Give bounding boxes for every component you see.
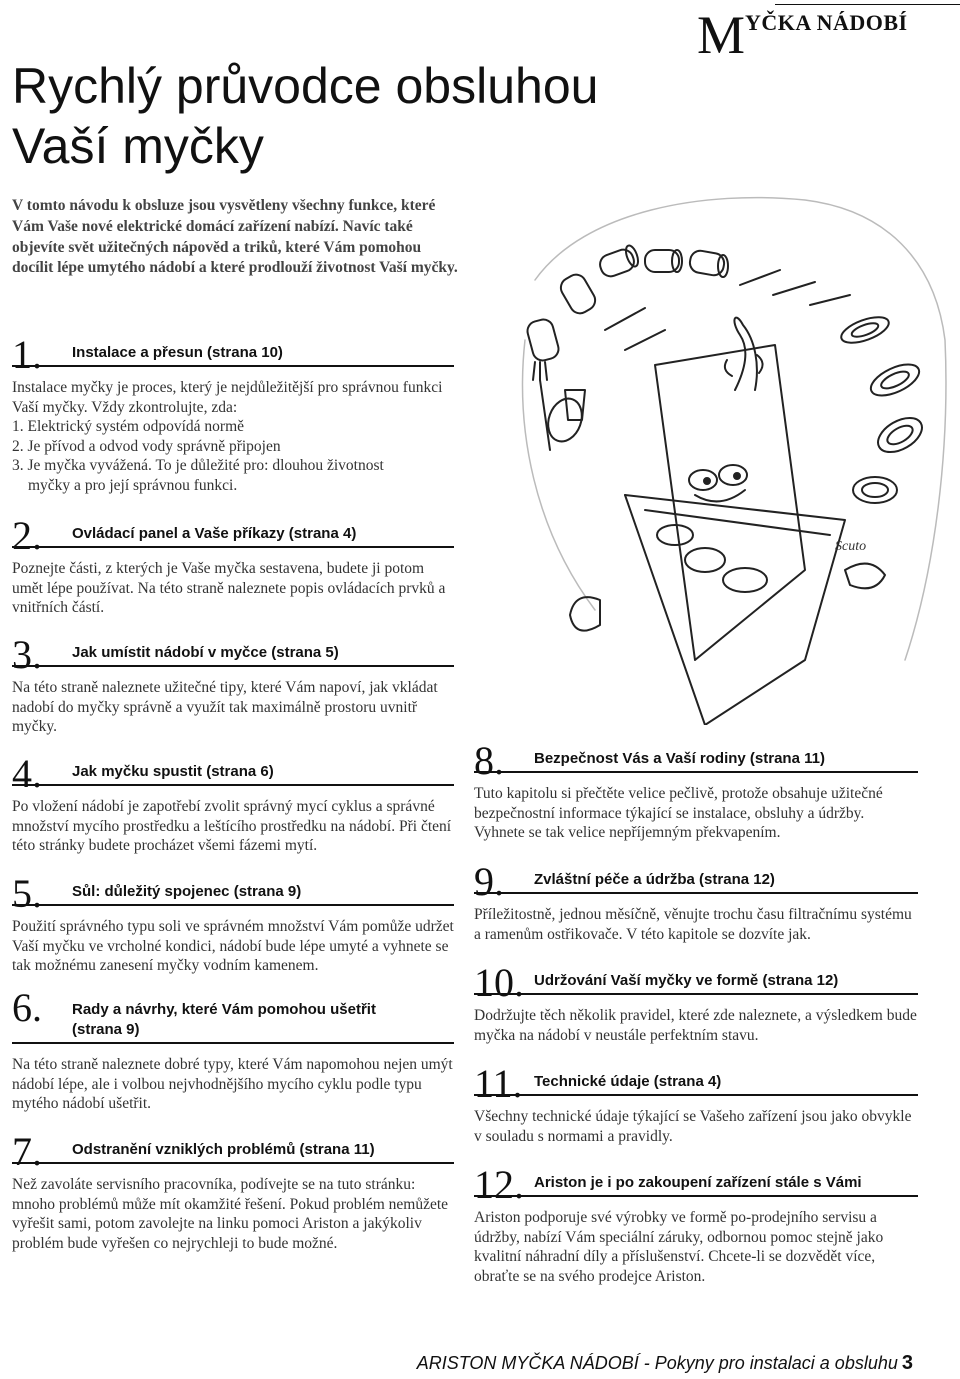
section-number: 8. — [474, 738, 504, 783]
section-list-item-cont: myčky a pro její správnou funkci. — [28, 476, 238, 494]
section-title: Zvláštní péče a údržba (strana 12) — [534, 871, 775, 888]
section-header — [474, 854, 918, 904]
footer-text: ARISTON MYČKA NÁDOBÍ - Pokyny pro instalaci a obsluhu — [416, 1353, 898, 1373]
section-title: Jak umístit nádobí v myčce (strana 5) — [72, 644, 339, 661]
section-number: 12. — [474, 1162, 524, 1207]
intro-paragraph: V tomto návodu k obsluze jsou vysvětleny všechny funkce, které Vám Vaše nové elektrické domácí zařízení nabízí. Navíc také objevíte svět užitečných nápověd a triků, které Vám pomohou docílit lépe umytého nádobí a které prodlouží životnost Vaší myčky. — [12, 197, 458, 277]
flying-cups — [525, 244, 728, 363]
section-list-item: 2. Je přívod a odvod vody správně připojen — [12, 437, 281, 455]
section-header — [12, 866, 454, 916]
section-title: Sůl: důležitý spojenec (strana 9) — [72, 883, 302, 900]
section-header — [12, 627, 454, 677]
section-number: 4. — [12, 751, 42, 796]
brand-rest: YČKA NÁDOBÍ — [745, 10, 908, 35]
section-body — [12, 797, 454, 856]
section-5 — [12, 866, 454, 976]
brand-initial: M — [697, 5, 746, 65]
section-body — [12, 559, 454, 618]
section-4 — [12, 746, 454, 856]
section-body — [474, 1208, 918, 1286]
section-text: Dodržujte těch několik pravidel, které zde naleznete, a výsledkem bude myčka na nádobí v neustále perfektním stavu. — [474, 1007, 917, 1044]
title-line-2: Vaší myčky — [12, 118, 264, 174]
section-number: 10. — [474, 960, 524, 1005]
title-line-1: Rychlý průvodce obsluhou — [12, 58, 599, 114]
section-list-item: 1. Elektrický systém odpovídá normě — [12, 418, 245, 436]
section-title: Instalace a přesun (strana 10) — [72, 344, 283, 361]
section-number: 5. — [12, 871, 42, 916]
brand-header — [697, 5, 908, 65]
section-header — [12, 327, 454, 377]
section-body — [12, 1175, 454, 1253]
dishwasher-cartoon-illustration — [505, 190, 950, 725]
section-number: 2. — [12, 513, 42, 558]
dishwasher-body — [565, 318, 885, 725]
section-header — [12, 982, 454, 1044]
page-number: 3 — [901, 1352, 913, 1374]
section-1 — [12, 327, 454, 496]
section-body — [474, 784, 918, 843]
section-title: Udržování Vaší myčky ve formě (strana 12) — [534, 972, 839, 989]
section-text: Na této straně naleznete užitečné tipy, které Vám napoví, jak vkládat nadobí do myčky správně a využít tak maximálně prostoru uvnitř myčky. — [12, 679, 438, 736]
section-7 — [12, 1124, 454, 1253]
section-2 — [12, 508, 454, 618]
section-body — [12, 378, 454, 496]
section-body — [474, 905, 918, 944]
section-header — [474, 733, 918, 783]
section-text: Tuto kapitolu si přečtěte velice pečlivě, protože obsahuje užitečné bezpečnostní informace týkající se instalace, obsluhy a údržby. Vyhnete se tak velice nepříjemným překvapením. — [474, 785, 883, 842]
section-body — [474, 1107, 918, 1146]
section-number: 7. — [12, 1129, 42, 1174]
section-6 — [12, 982, 454, 1114]
section-header — [474, 1056, 918, 1106]
section-11 — [474, 1056, 918, 1146]
section-number: 3. — [12, 632, 42, 677]
page-footer — [417, 1352, 913, 1375]
header-rule — [775, 4, 960, 5]
section-10 — [474, 955, 918, 1045]
section-12 — [474, 1157, 918, 1286]
section-3 — [12, 627, 454, 737]
section-header — [12, 508, 454, 558]
section-text: Použití správného typu soli ve správném množství Vám pomůže udržet Vaší myčku ve vrcholné kondici, nádobí bude lépe umyté a vyhnete se tak možnému zanesení myčky vodním kamenem. — [12, 918, 454, 975]
flying-plates — [542, 312, 927, 592]
section-text: Příležitostně, jednou měsíčně, věnujte trochu času filtračnímu systému a ramenům ostřikovače. V této kapitole se dozvíte jak. — [474, 906, 912, 943]
section-number: 9. — [474, 859, 504, 904]
section-text: Poznejte části, z kterých je Vaše myčka sestavena, budete ji potom umět lépe používat. Na této straně naleznete popis ovládacích prvků a vnitřních částí. — [12, 560, 446, 617]
section-title: Ovládací panel a Vaše příkazy (strana 4) — [72, 525, 357, 542]
section-8 — [474, 733, 918, 843]
section-title: Ariston je i po zakoupení zařízení stále s Vámi — [534, 1174, 862, 1191]
section-9 — [474, 854, 918, 944]
illustration-signature: Scuto — [835, 539, 867, 554]
page-title — [12, 56, 598, 176]
section-title: Bezpečnost Vás a Vaší rodiny (strana 11) — [534, 750, 825, 767]
section-body — [12, 917, 454, 976]
section-header — [474, 955, 918, 1005]
section-text: Všechny technické údaje týkající se Vašeho zařízení jsou jako obvykle v souladu s normami a pravidly. — [474, 1108, 912, 1145]
section-title: Technické údaje (strana 4) — [534, 1073, 722, 1090]
section-number: 11. — [474, 1061, 523, 1106]
section-text: Na této straně naleznete dobré typy, které Vám napomohou nejen umýt nádobí lépe, ale i volbou nejvhodnějšího mycího cyklu podle typu mytého nádobí ušetřit. — [12, 1056, 453, 1113]
section-body — [12, 1055, 454, 1114]
section-body — [474, 1006, 918, 1045]
section-text: Instalace myčky je proces, který je nejdůležitější pro správnou funkci Vaší myčky. Vždy zkontrolujte, zda: — [12, 379, 443, 416]
section-text: Ariston podporuje své výrobky ve formě po-prodejního servisu a údržby, nabízí Vám speciální záruky, odbornou pomoc stejně jako kvalitní náhradní díly a příslušenství. Chcete-li se dozvědět více, obraťte se na svého prodejce Ariston. — [474, 1209, 884, 1285]
section-text: Po vložení nádobí je zapotřebí zvolit správný mycí cyklus a správné množství mycího prostředku a leštícího prostředku na nádobí. Při čtení této stránky budete procházet všemi fázemi mytí. — [12, 798, 452, 855]
section-text: Než zavoláte servisního pracovníka, podívejte se na tuto stránku: mnoho problémů může mít okamžité řešení. Pokud problém nemůžete vyřešit sami, potom zavolejte na linku pomoci Ariston a jakýkoliv problém bude vyřešen co nejrychleji to bude možné. — [12, 1176, 449, 1252]
section-number: 1. — [12, 332, 42, 377]
section-header — [12, 1124, 454, 1174]
section-header — [474, 1157, 918, 1207]
section-list-item: 3. Je myčka vyvážená. To je důležité pro: dlouhou životnost — [12, 457, 384, 475]
section-title: Odstranění vzniklých problémů (strana 11) — [72, 1141, 375, 1158]
section-title: Rady a návrhy, které Vám pomohou ušetřit (strana 9) — [72, 1001, 376, 1038]
section-header — [12, 746, 454, 796]
section-title: Jak myčku spustit (strana 6) — [72, 763, 274, 780]
section-number: 6. — [12, 985, 42, 1030]
section-body — [12, 678, 454, 737]
